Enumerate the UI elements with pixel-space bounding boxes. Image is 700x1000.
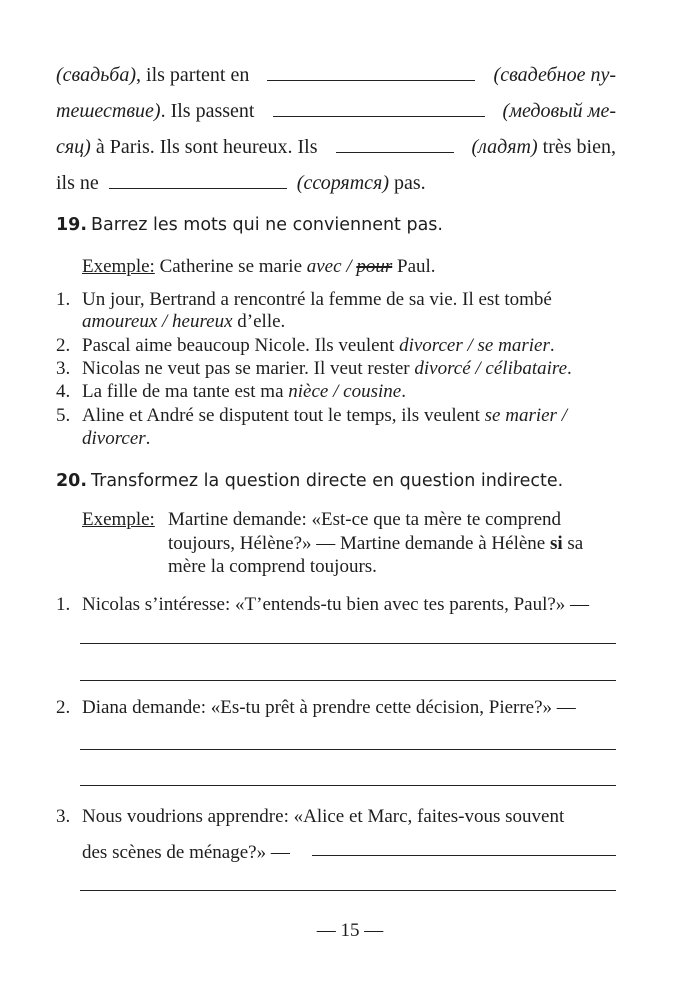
answer-line[interactable] xyxy=(80,785,616,786)
blank-1[interactable] xyxy=(267,66,475,81)
hint-honeymoon: (медовый ме- xyxy=(502,100,616,122)
list-item: 1. xyxy=(56,289,71,310)
example-label: Exemple: xyxy=(82,256,155,277)
answer-line[interactable] xyxy=(80,890,616,891)
answer-line[interactable] xyxy=(80,680,616,681)
list-item: 3. xyxy=(56,806,71,827)
crossed-out-word: pour xyxy=(356,256,393,277)
exercise-19-number: 19. xyxy=(56,215,88,235)
hint-honeymoon-cont: сяц) xyxy=(56,136,91,158)
list-item-text: Nous voudrions apprendre: «Alice et Marc, faites-vous souvent xyxy=(82,806,565,827)
list-item-text: Aline et André se disputent tout le temps, ils veulent se marier / xyxy=(82,405,567,426)
blank-2[interactable] xyxy=(273,102,485,117)
list-item-text: Nicolas ne veut pas se marier. Il veut rester divorcé / célibataire. xyxy=(82,358,572,379)
list-item: 2. xyxy=(56,335,71,356)
hint-wedding: (свадьба) xyxy=(56,64,137,86)
list-item: 2. xyxy=(56,697,71,718)
exercise-20-example-label: Exemple: xyxy=(82,509,155,530)
list-item-text: des scènes de ménage?» — xyxy=(82,842,290,863)
exercise-19-example: Exemple: Catherine se marie avec / pour Paul. xyxy=(82,256,436,277)
blank-3[interactable] xyxy=(336,138,454,153)
paragraph-line-1: (свадьба), ils partent en (свадебное пу- xyxy=(56,64,616,86)
answer-line[interactable] xyxy=(80,643,616,644)
paragraph-line-4: ils ne (ссорятся) pas. xyxy=(56,172,426,194)
list-item: 3. xyxy=(56,358,71,379)
list-item: 5. xyxy=(56,405,71,426)
exercise-20-title: 20. Transformez la question directe en question indirecte. xyxy=(56,471,564,491)
list-item: 4. xyxy=(56,381,71,402)
exercise-20-example-text: mère la comprend toujours. xyxy=(168,556,377,577)
answer-line[interactable] xyxy=(80,749,616,750)
list-item-text: amoureux / heureux d’elle. xyxy=(82,311,286,332)
answer-line[interactable] xyxy=(312,855,616,856)
list-item-text: La fille de ma tante est ma nièce / cousine. xyxy=(82,381,406,402)
keyword-si: si xyxy=(549,533,563,554)
hint-quarrel: (ссорятся) xyxy=(296,172,390,194)
list-item-text: Nicolas s’intéresse: «T’entends-tu bien avec tes parents, Paul?» — xyxy=(82,594,590,615)
list-item-text: divorcer. xyxy=(82,428,151,449)
hint-honeymoon-trip-cont: тешествие) xyxy=(56,100,161,122)
page-number: — 15 — xyxy=(316,920,384,941)
hint-get-along: (ладят) xyxy=(471,136,538,158)
list-item-text: Pascal aime beaucoup Nicole. Ils veulent divorcer / se marier. xyxy=(82,335,555,356)
list-item: 1. xyxy=(56,594,71,615)
paragraph-line-3: сяц) à Paris. Ils sont heureux. Ils (ладят) très bien, xyxy=(56,136,616,158)
list-item-text: Diana demande: «Es-tu prêt à prendre cette décision, Pierre?» — xyxy=(82,697,576,718)
list-item-text: Un jour, Bertrand a rencontré la femme de sa vie. Il est tombé xyxy=(82,289,552,310)
exercise-20-example-text: Martine demande: «Est-ce que ta mère te comprend xyxy=(168,509,562,530)
paragraph-line-2: тешествие). Ils passent (медовый ме- xyxy=(56,100,616,122)
exercise-20-example-text: toujours, Hélène?» — Martine demande à Hélène si sa xyxy=(168,533,584,554)
blank-4[interactable] xyxy=(109,174,287,189)
exercise-20-number: 20. xyxy=(56,471,88,491)
hint-honeymoon-trip: (свадебное пу- xyxy=(493,64,616,86)
exercise-19-title: 19. Barrez les mots qui ne conviennent pas. xyxy=(56,215,443,235)
